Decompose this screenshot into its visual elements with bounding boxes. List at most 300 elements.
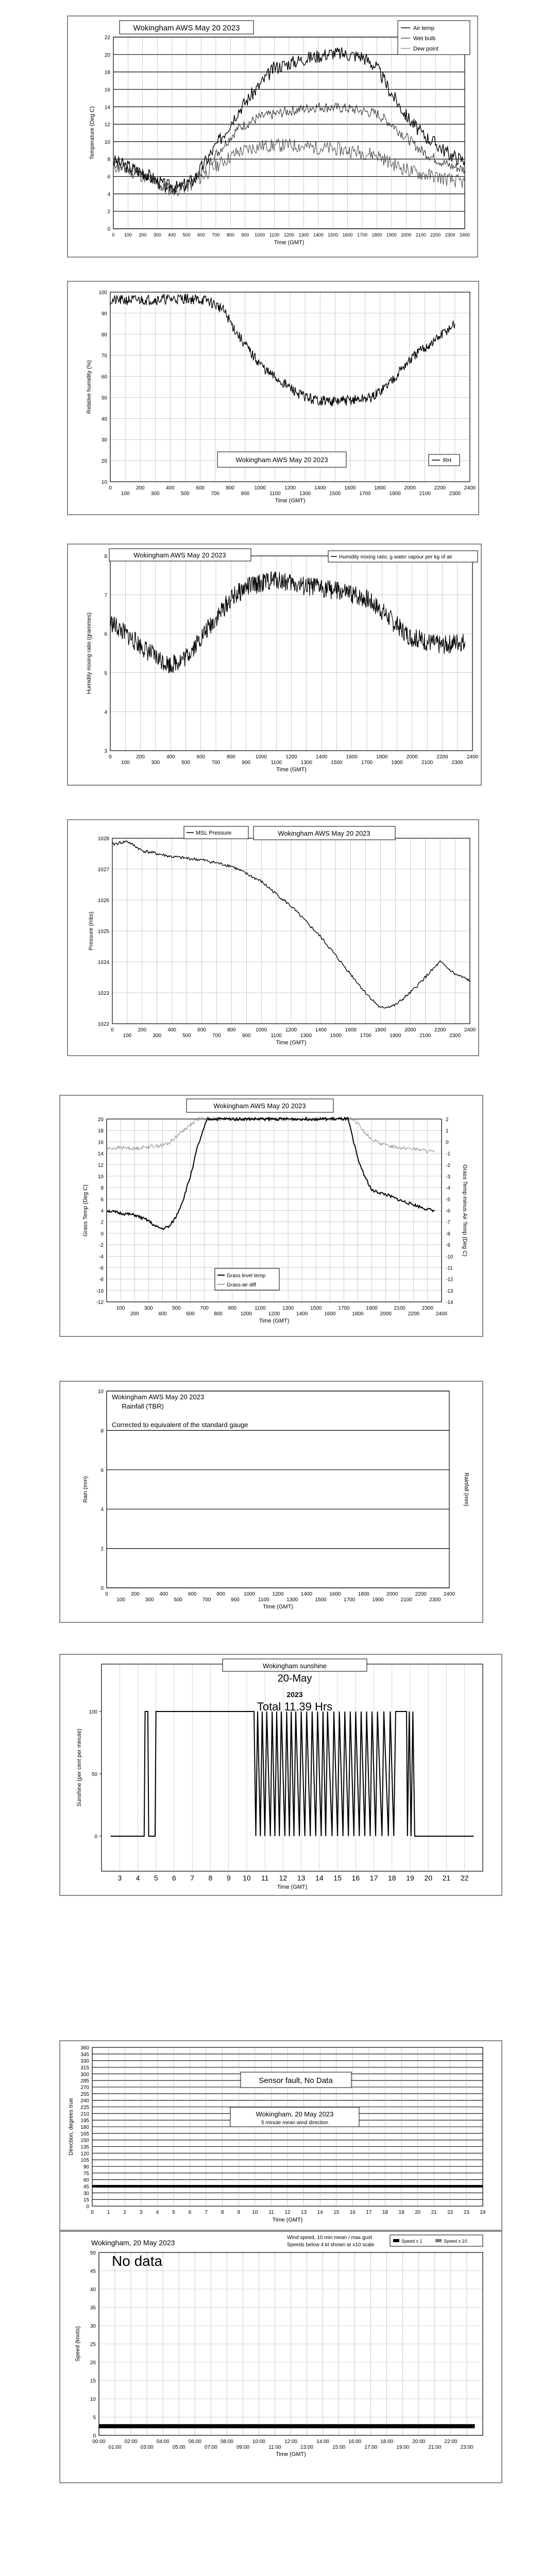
- x-tick-label: 2000: [380, 1311, 392, 1317]
- x-tick-label: 500: [174, 1597, 182, 1603]
- x-tick-label: 1800: [374, 485, 386, 491]
- x-tick-label: 600: [188, 1591, 197, 1597]
- y-tick-label: 7: [104, 592, 107, 599]
- x-tick-label: 2400: [435, 1311, 448, 1317]
- y-tick-label: 1022: [97, 1022, 109, 1027]
- x-tick-label: 2200: [436, 754, 448, 760]
- x-tick-label: 11: [268, 2210, 274, 2215]
- x-tick-label: 13:00: [300, 2445, 314, 2450]
- y-tick-label: 270: [80, 2085, 89, 2091]
- y-right-axis-label: Grass Temp minus Air Temp (Deg C): [462, 1164, 468, 1257]
- y-tick-label: 6: [100, 1467, 104, 1473]
- x-axis-label: Time (GMT): [275, 498, 306, 504]
- chart-subtitle: Rainfall (TBR): [122, 1402, 164, 1410]
- x-tick-label: 24: [480, 2210, 486, 2215]
- x-tick-label: 15:00: [332, 2445, 346, 2450]
- x-tick-label: 2400: [459, 232, 470, 238]
- x-tick-label: 700: [212, 1033, 221, 1039]
- x-tick-label: 100: [116, 1597, 126, 1603]
- wind-direction-chart: [60, 2041, 501, 2230]
- y-tick-label: 0: [107, 227, 110, 232]
- pressure-chart: [68, 820, 478, 1055]
- x-tick-label: 2200: [434, 1027, 446, 1033]
- x-tick-label: 14: [317, 2210, 323, 2215]
- x-tick-label: 400: [159, 1591, 168, 1597]
- legend-label: Air temp: [413, 25, 434, 31]
- x-tick-label: 2300: [429, 1597, 441, 1603]
- y-tick-label: 50: [101, 395, 107, 401]
- x-tick-label: 2000: [401, 232, 412, 238]
- x-tick-label: 20: [424, 1874, 433, 1882]
- x-tick-label: 1100: [270, 760, 282, 766]
- y-tick-label: 40: [90, 2287, 96, 2293]
- x-tick-label: 2300: [451, 760, 463, 766]
- y-tick-label: 45: [83, 2184, 89, 2190]
- y-right-tick-label: -7: [446, 1219, 450, 1226]
- y-tick-label: 12: [97, 1162, 104, 1168]
- y-tick-label: -4: [99, 1254, 104, 1260]
- y-tick-label: 225: [80, 2105, 89, 2111]
- x-tick-label: 1200: [285, 1027, 297, 1033]
- x-tick-label: 12:00: [284, 2439, 298, 2445]
- x-tick-label: 800: [226, 754, 235, 760]
- rainfall-chart: [60, 1382, 482, 1622]
- y-tick-label: 150: [80, 2138, 89, 2144]
- x-tick-label: 10: [243, 1874, 251, 1882]
- y-tick-label: -8: [99, 1277, 104, 1283]
- y-tick-label: 8: [100, 1185, 104, 1192]
- x-tick-label: 1200: [272, 1591, 284, 1597]
- x-tick-label: 22: [447, 2210, 453, 2215]
- y-tick-label: 1025: [97, 929, 109, 935]
- x-tick-label: 23:00: [460, 2445, 474, 2450]
- x-tick-label: 05:00: [172, 2445, 185, 2450]
- y-tick-label: -10: [96, 1288, 104, 1294]
- x-tick-label: 1000: [256, 1027, 267, 1033]
- y-tick-label: 16: [97, 1140, 104, 1146]
- x-tick-label: 3: [139, 2210, 143, 2215]
- x-tick-label: 1300: [299, 491, 311, 497]
- x-tick-label: 21:00: [428, 2445, 442, 2450]
- legend-label: Wet bulb: [413, 36, 436, 42]
- x-tick-label: 1000: [255, 232, 265, 238]
- x-tick-label: 900: [242, 760, 250, 766]
- y-tick-label: 1028: [97, 836, 109, 842]
- x-tick-label: 0: [112, 232, 115, 238]
- y-tick-label: 60: [101, 374, 107, 380]
- x-tick-label: 900: [241, 491, 250, 497]
- y-right-tick-label: -3: [446, 1174, 450, 1180]
- x-tick-label: 1700: [360, 1033, 371, 1039]
- y-axis-label: Pressure (mbs): [88, 911, 94, 951]
- y-axis-label: Sunshine (per cent per minute): [76, 1728, 82, 1807]
- x-tick-label: 100: [123, 1033, 132, 1039]
- y-tick-label: 10: [97, 1389, 104, 1395]
- y-tick-label: -6: [99, 1265, 104, 1272]
- y-tick-label: -2: [99, 1243, 104, 1249]
- x-tick-label: 21: [442, 1874, 451, 1882]
- x-tick-label: 100: [121, 491, 130, 497]
- legend-swatch: [393, 2239, 399, 2242]
- y-tick-label: 1024: [97, 960, 109, 965]
- x-tick-label: 300: [153, 232, 161, 238]
- x-axis-label: Time (GMT): [276, 2451, 306, 2458]
- chart-total: Total 11.39 Hrs: [257, 1700, 333, 1713]
- y-tick-label: 25: [90, 2342, 96, 2348]
- wind-note-line-2: Speeds below 4 kt shown at x10 scale: [287, 2242, 375, 2248]
- x-tick-label: 13: [301, 2210, 307, 2215]
- x-tick-label: 01:00: [108, 2445, 122, 2450]
- x-tick-label: 1300: [300, 760, 312, 766]
- x-tick-label: 5: [154, 1874, 158, 1882]
- x-tick-label: 1200: [284, 485, 296, 491]
- x-tick-label: 500: [182, 1033, 191, 1039]
- x-tick-label: 19: [406, 1874, 414, 1882]
- y-tick-label: 6: [104, 632, 107, 638]
- y-tick-label: 255: [80, 2091, 89, 2097]
- y-tick-label: 100: [89, 1709, 97, 1715]
- x-tick-label: 1000: [254, 485, 266, 491]
- y-tick-label: 14: [97, 1151, 104, 1157]
- y-tick-label: 315: [80, 2065, 89, 2071]
- x-tick-label: 7: [190, 1874, 195, 1882]
- x-tick-label: 400: [167, 1027, 177, 1033]
- x-tick-label: 1300: [298, 232, 309, 238]
- y-right-tick-label: -8: [446, 1231, 450, 1237]
- y-tick-label: 10: [104, 139, 110, 145]
- x-tick-label: 600: [197, 1027, 206, 1033]
- x-tick-label: 1900: [372, 1597, 384, 1603]
- y-right-tick-label: -4: [446, 1185, 450, 1192]
- x-tick-label: 2300: [449, 1033, 461, 1039]
- y-tick-label: 1027: [97, 867, 109, 873]
- wind-note-line-1: Wind speed, 10 min mean / max gust: [287, 2235, 373, 2241]
- x-tick-label: 04:00: [156, 2439, 170, 2445]
- x-tick-label: 1800: [371, 232, 382, 238]
- x-tick-label: 200: [136, 485, 145, 491]
- y-tick-label: 1023: [97, 991, 109, 996]
- x-tick-label: 12: [284, 2210, 291, 2215]
- x-tick-label: 4: [156, 2210, 159, 2215]
- x-tick-label: 1500: [331, 760, 343, 766]
- x-tick-label: 1300: [286, 1597, 298, 1603]
- x-tick-label: 800: [226, 485, 235, 491]
- x-tick-label: 900: [241, 232, 249, 238]
- x-tick-label: 2300: [421, 1306, 434, 1311]
- x-tick-label: 2100: [400, 1597, 412, 1603]
- y-tick-label: 4: [100, 1208, 104, 1214]
- x-tick-label: 1700: [357, 232, 368, 238]
- chart-title: Wokingham AWS May 20 2023: [278, 829, 370, 837]
- x-tick-label: 900: [242, 1033, 251, 1039]
- y-tick-label: 8: [107, 157, 110, 163]
- y-tick-label: 345: [80, 2052, 89, 2058]
- y-right-tick-label: -12: [446, 1277, 453, 1283]
- x-tick-label: 2200: [434, 485, 446, 491]
- x-tick-label: 2100: [394, 1306, 405, 1311]
- x-tick-label: 4: [136, 1874, 140, 1882]
- x-tick-label: 7: [205, 2210, 208, 2215]
- legend-label: Grass-air diff: [227, 1282, 257, 1288]
- chart-title: Wokingham AWS May 20 2023: [133, 551, 226, 559]
- x-tick-label: 700: [202, 1597, 211, 1603]
- x-tick-label: 1500: [329, 491, 341, 497]
- x-tick-label: 5: [172, 2210, 175, 2215]
- y-tick-label: 15: [83, 2197, 89, 2204]
- y-right-tick-label: -11: [446, 1265, 453, 1272]
- x-tick-label: 1100: [270, 1033, 282, 1039]
- x-tick-label: 700: [211, 760, 221, 766]
- series-line-grass-air-diff: [107, 1117, 435, 1153]
- y-tick-label: -12: [96, 1300, 104, 1306]
- chart-title: Wokingham AWS May 20 2023: [133, 24, 240, 32]
- legend-label: Speed x 10: [444, 2239, 467, 2244]
- x-tick-label: 1500: [315, 1597, 327, 1603]
- x-tick-label: 300: [145, 1597, 154, 1603]
- x-tick-label: 1800: [375, 1027, 386, 1033]
- x-tick-label: 2000: [406, 754, 418, 760]
- y-tick-label: 90: [101, 311, 107, 317]
- x-tick-label: 100: [116, 1306, 125, 1311]
- y-axis-label: Direction, degrees true: [68, 2098, 74, 2156]
- y-tick-label: 360: [80, 2045, 89, 2051]
- x-tick-label: 1600: [346, 754, 358, 760]
- x-tick-label: 07:00: [204, 2445, 217, 2450]
- x-tick-label: 400: [168, 232, 176, 238]
- wind-speed-chart-panel: [59, 2231, 502, 2483]
- x-tick-label: 03:00: [140, 2445, 154, 2450]
- x-tick-label: 600: [196, 754, 206, 760]
- y-axis-label: Relative humidity (%): [86, 360, 92, 414]
- y-tick-label: 20: [101, 459, 107, 465]
- x-tick-label: 300: [144, 1306, 153, 1311]
- y-axis-label: Rain (mm): [82, 1476, 89, 1503]
- y-tick-label: 2: [107, 209, 110, 215]
- x-tick-label: 12: [279, 1874, 288, 1882]
- y-axis-label: Temperature (Deg C): [89, 106, 95, 160]
- y-tick-label: 30: [101, 437, 107, 444]
- x-tick-label: 800: [226, 232, 234, 238]
- x-tick-label: 2100: [419, 491, 431, 497]
- x-tick-label: 1700: [338, 1306, 350, 1311]
- y-axis-label: Grass Temp (Deg C): [82, 1184, 89, 1236]
- x-tick-label: 300: [153, 1033, 162, 1039]
- temperature-chart-panel: [67, 15, 478, 258]
- series-line-humidity-mixing-ratio: [110, 571, 465, 673]
- no-data-notice: No data: [112, 2253, 163, 2269]
- y-tick-label: 18: [97, 1128, 104, 1134]
- x-tick-label: 11: [261, 1874, 269, 1882]
- x-tick-label: 1400: [300, 1591, 313, 1597]
- x-tick-label: 800: [227, 1027, 236, 1033]
- x-tick-label: 2300: [449, 491, 461, 497]
- x-tick-label: 0: [111, 1027, 114, 1033]
- x-tick-label: 400: [165, 485, 175, 491]
- y-tick-label: 90: [83, 2164, 89, 2170]
- x-tick-label: 300: [151, 760, 160, 766]
- x-tick-label: 0: [105, 1591, 108, 1597]
- x-tick-label: 9: [226, 1874, 231, 1882]
- x-tick-label: 1900: [390, 1033, 401, 1039]
- x-tick-label: 1400: [313, 232, 324, 238]
- x-axis-label: Time (GMT): [263, 1604, 293, 1610]
- x-tick-label: 2: [123, 2210, 126, 2215]
- x-tick-label: 2100: [415, 232, 426, 238]
- pressure-chart-panel: [67, 819, 479, 1056]
- y-tick-label: 10: [97, 1174, 104, 1180]
- y-right-tick-label: -1: [446, 1151, 450, 1157]
- x-tick-label: 400: [158, 1311, 167, 1317]
- y-axis-label: Speed (knots): [75, 2326, 81, 2362]
- y-tick-label: 165: [80, 2131, 89, 2137]
- x-tick-label: 0: [91, 2210, 94, 2215]
- x-tick-label: 15: [333, 1874, 342, 1882]
- chart-annotation: Corrected to equivalent of the standard gauge: [112, 1421, 248, 1429]
- x-tick-label: 1000: [255, 754, 267, 760]
- x-tick-label: 2200: [408, 1311, 419, 1317]
- legend-label: Speed x 1: [401, 2239, 422, 2244]
- x-tick-label: 1200: [285, 754, 297, 760]
- series-line-rh: [110, 294, 455, 406]
- y-tick-label: 18: [104, 70, 110, 76]
- chart-date: 20-May: [277, 1673, 312, 1684]
- chart-title: Wokingham AWS May 20 2023: [235, 456, 328, 464]
- x-tick-label: 11:00: [268, 2445, 281, 2450]
- y-tick-label: 30: [83, 2191, 89, 2197]
- x-tick-label: 1500: [328, 232, 339, 238]
- y-right-tick-label: 1: [446, 1128, 449, 1134]
- y-right-axis-label: Rainfall (mm): [463, 1472, 469, 1506]
- x-tick-label: 1000: [243, 1591, 256, 1597]
- x-tick-label: 600: [196, 485, 205, 491]
- x-tick-label: 1700: [361, 760, 373, 766]
- x-tick-label: 10: [252, 2210, 258, 2215]
- x-axis-label: Time (GMT): [274, 240, 305, 246]
- x-tick-label: 100: [124, 232, 132, 238]
- y-tick-label: 3: [104, 749, 107, 754]
- x-tick-label: 1800: [376, 754, 388, 760]
- x-tick-label: 02:00: [124, 2439, 138, 2445]
- x-tick-label: 21: [431, 2210, 437, 2215]
- y-tick-label: 10: [101, 480, 107, 485]
- y-tick-label: 50: [90, 2250, 96, 2256]
- x-axis-label: Time (GMT): [276, 767, 307, 773]
- wind-direction-chart-panel: [59, 2040, 502, 2231]
- y-tick-label: 0: [94, 1834, 97, 1840]
- x-tick-label: 200: [131, 1591, 140, 1597]
- x-tick-label: 100: [121, 760, 130, 766]
- y-tick-label: 240: [80, 2098, 89, 2104]
- x-tick-label: 1600: [324, 1311, 336, 1317]
- chart-subtitle: 5 minute mean wind direction: [261, 2120, 329, 2126]
- x-tick-label: 2400: [466, 754, 479, 760]
- x-tick-label: 18: [388, 1874, 396, 1882]
- y-tick-label: 0: [100, 1231, 104, 1237]
- legend-swatch: [435, 2239, 442, 2242]
- x-axis-label: Time (GMT): [277, 1884, 308, 1890]
- humidity-chart: [68, 282, 478, 514]
- y-tick-label: 195: [80, 2118, 89, 2124]
- x-tick-label: 1: [107, 2210, 110, 2215]
- x-tick-label: 2400: [443, 1591, 455, 1597]
- x-tick-label: 700: [211, 491, 219, 497]
- x-axis-label: Time (GMT): [276, 1040, 307, 1046]
- x-tick-label: 1900: [389, 491, 401, 497]
- legend-label: MSL Pressure: [196, 830, 232, 836]
- x-tick-label: 1700: [359, 491, 371, 497]
- x-tick-label: 1600: [345, 1027, 357, 1033]
- y-right-tick-label: 2: [446, 1117, 449, 1123]
- x-tick-label: 14:00: [316, 2439, 330, 2445]
- chart-title: Wokingham, 20 May 2023: [91, 2239, 175, 2247]
- y-tick-label: 120: [80, 2151, 89, 2157]
- y-tick-label: 300: [80, 2072, 89, 2078]
- x-tick-label: 1800: [358, 1591, 369, 1597]
- x-tick-label: 900: [228, 1306, 237, 1311]
- x-tick-label: 500: [181, 491, 190, 497]
- x-tick-label: 1500: [310, 1306, 322, 1311]
- x-tick-label: 1000: [240, 1311, 252, 1317]
- y-tick-label: 180: [80, 2125, 89, 2130]
- y-tick-label: 100: [98, 290, 107, 296]
- y-tick-label: 30: [90, 2324, 96, 2329]
- x-tick-label: 2200: [415, 1591, 427, 1597]
- legend-label: Dew point: [413, 46, 438, 52]
- x-tick-label: 200: [138, 1027, 147, 1033]
- x-tick-label: 1400: [315, 754, 328, 760]
- chart-title: Wokingham AWS May 20 2023: [112, 1393, 205, 1401]
- y-tick-label: 2: [100, 1546, 104, 1552]
- x-tick-label: 1200: [283, 232, 295, 238]
- y-right-tick-label: -2: [446, 1162, 450, 1168]
- x-tick-label: 0: [109, 485, 112, 491]
- rainfall-chart-panel: [59, 1381, 483, 1623]
- x-tick-label: 1100: [258, 1597, 269, 1603]
- mixing-ratio-chart: [68, 545, 481, 785]
- x-tick-label: 2200: [430, 232, 441, 238]
- y-tick-label: 20: [90, 2360, 96, 2366]
- x-tick-label: 19: [398, 2210, 404, 2215]
- series-line-grass-level-temp: [107, 1117, 435, 1229]
- x-axis-label: Time (GMT): [272, 2217, 303, 2223]
- x-tick-label: 15: [333, 2210, 340, 2215]
- y-tick-label: 0: [86, 2204, 89, 2210]
- x-tick-label: 1100: [269, 232, 280, 238]
- x-tick-label: 20: [415, 2210, 421, 2215]
- x-tick-label: 1400: [314, 485, 326, 491]
- x-tick-label: 900: [231, 1597, 240, 1603]
- y-right-tick-label: 0: [446, 1140, 449, 1146]
- y-tick-label: 2: [100, 1219, 104, 1226]
- x-tick-label: 1300: [300, 1033, 312, 1039]
- x-tick-label: 0: [109, 754, 112, 760]
- x-tick-label: 1500: [330, 1033, 342, 1039]
- x-tick-label: 16:00: [348, 2439, 362, 2445]
- y-tick-label: 40: [101, 416, 107, 422]
- y-tick-label: 12: [104, 122, 110, 128]
- sensor-fault-notice: Sensor fault, No Data: [259, 2076, 333, 2085]
- y-tick-label: 20: [104, 52, 110, 58]
- x-tick-label: 2400: [464, 1027, 476, 1033]
- y-tick-label: 75: [83, 2171, 89, 2177]
- y-tick-label: 10: [90, 2397, 96, 2402]
- y-tick-label: 135: [80, 2144, 89, 2150]
- humidity-chart-panel: [67, 281, 479, 515]
- x-tick-label: 500: [172, 1306, 181, 1311]
- y-tick-label: 14: [104, 105, 110, 111]
- x-tick-label: 6: [172, 1874, 176, 1882]
- legend-label: RH: [443, 457, 451, 464]
